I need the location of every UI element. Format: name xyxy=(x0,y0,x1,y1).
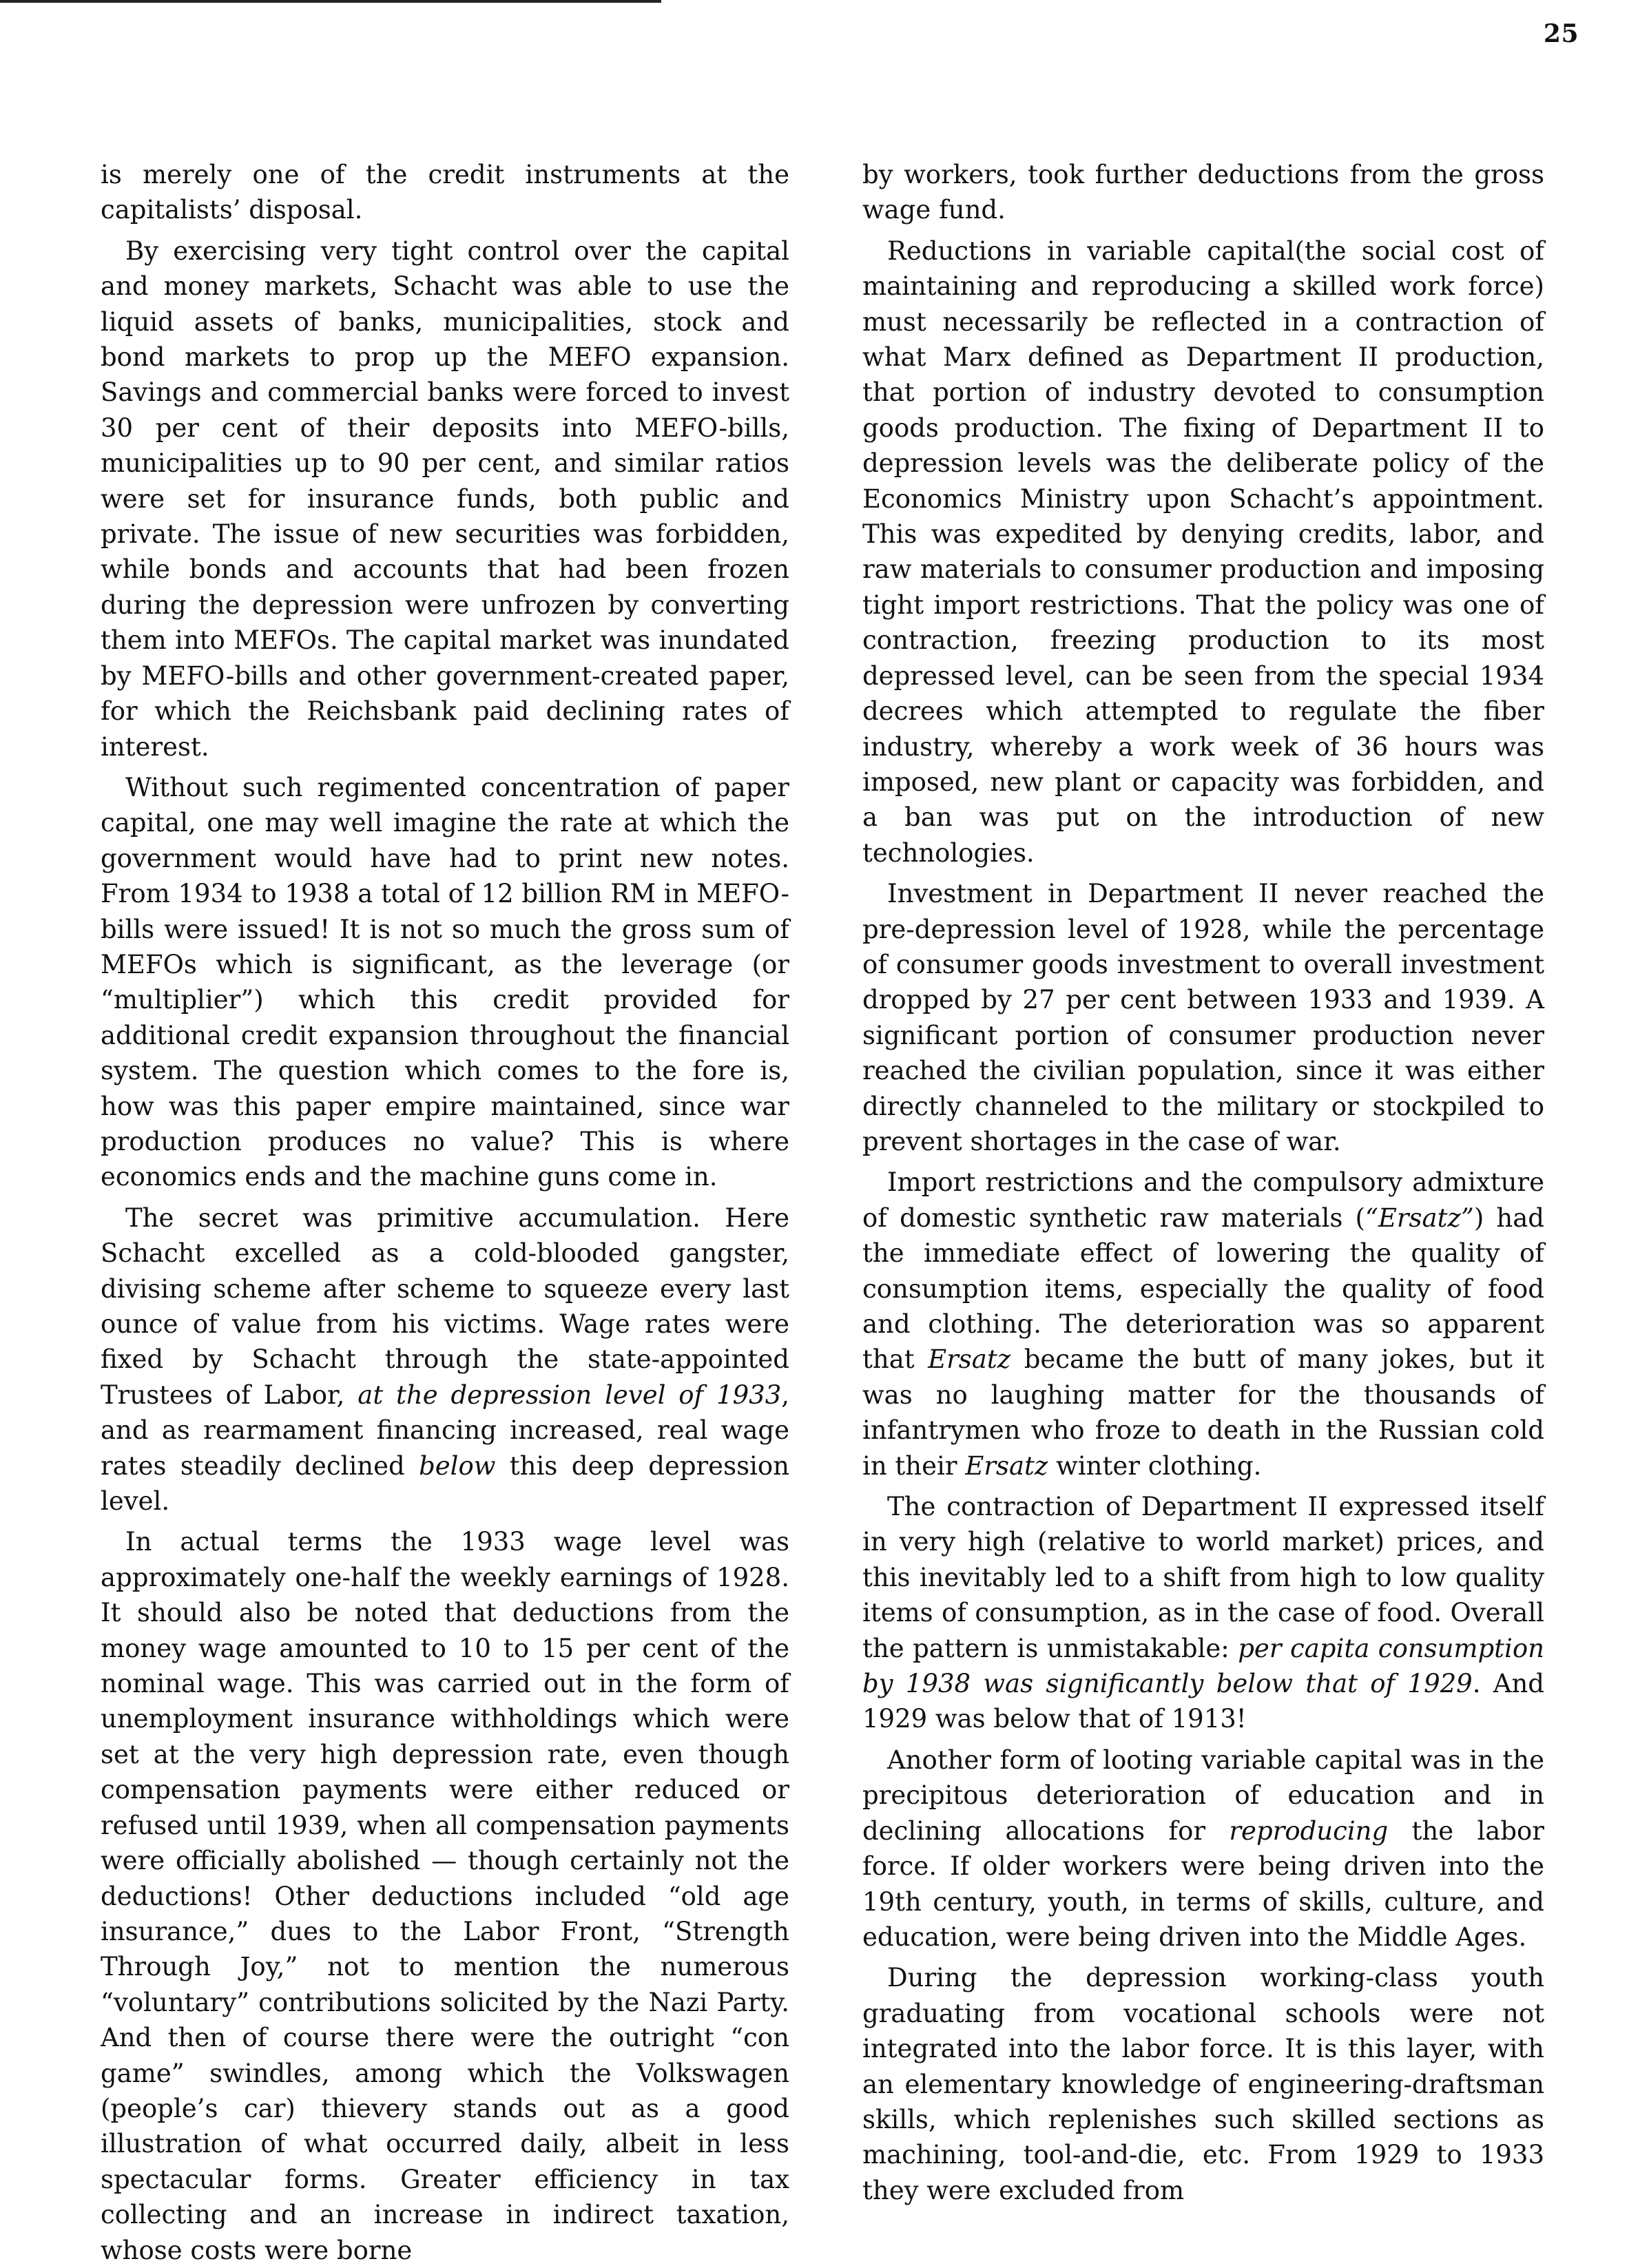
italic-text-run: “Ersatz” xyxy=(1365,1203,1474,1233)
text-run: the labor force. If older workers were being driven into the 19th century, youth, in terms of skills, culture, and education, were being driven into the Middle Ages. xyxy=(862,1816,1544,1952)
text-run: , and as rearmament financing increased, real wage rates steadily declined xyxy=(101,1380,789,1481)
text-column-right xyxy=(862,157,1544,2208)
text-run: Investment in Department II never reached the pre-depression level of 1928, while the percentage of consumer goods investment to overall investment dropped by 27 per cent between 1933 and 1939. A significant portion of consumer production never reached the civilian population, since it was either directly channeled to the military or stockpiled to prevent shortages in the case of war. xyxy=(862,879,1544,1156)
text-run: winter clothing. xyxy=(1048,1450,1262,1481)
text-run: by workers, took further deductions from the gross wage fund. xyxy=(862,160,1544,225)
top-edge-rule xyxy=(0,0,661,3)
paragraph xyxy=(101,1524,789,2268)
paragraph xyxy=(101,770,789,1195)
paragraph xyxy=(862,157,1544,228)
italic-text-run: below xyxy=(419,1450,496,1481)
paragraph xyxy=(862,1742,1544,1955)
paragraph xyxy=(862,1165,1544,1484)
italic-text-run: at the depression level of 1933 xyxy=(357,1380,782,1410)
text-run: this deep depression level. xyxy=(101,1450,789,1517)
text-run: . And 1929 was below that of 1913! xyxy=(862,1669,1544,1734)
paragraph xyxy=(101,1200,789,1519)
page-number: 25 xyxy=(1543,19,1579,48)
text-run: Import restrictions and the compulsory admixture of domestic synthetic raw materials ( xyxy=(862,1167,1544,1233)
italic-text-run: reproducing xyxy=(1229,1816,1389,1846)
text-run: Reductions in variable capital(the social cost of maintaining and reproducing a skilled work force) must necessarily be reflected in a contraction of what Marx defined as Department II production, that portion of industry devoted to consumption goods production. The fixing of Department II to depression levels was the deliberate policy of the Economics Ministry upon Schacht’s appointment. This was expedited by denying credits, labor, and raw materials to consumer production and imposing tight import restrictions. That the policy was one of contraction, freezing production to its most depressed level, can be seen from the special 1934 decrees which attempted to regulate the fiber industry, whereby a work week of 36 hours was imposed, new plant or capacity was forbidden, and a ban was put on the introduction of new technologies. xyxy=(862,236,1544,868)
text-column-left xyxy=(101,157,789,2268)
text-run: The contraction of Department II expressed itself in very high (relative to world market) prices, and this inevitably led to a shift from high to low quality items of consumption, as in the case of food. Overall the pattern is unmistakable: xyxy=(862,1492,1544,1663)
text-run: is merely one of the credit instruments at the capitalists’ disposal. xyxy=(101,160,789,225)
paragraph xyxy=(862,876,1544,1159)
text-run: During the depression working-class youth graduating from vocational schools were not integrated into the labor force. It is this layer, with an elementary knowledge of engineering-draftsman skills, which replenishes such skilled sections as machining, tool-and-die, etc. From 1929 to 1933 they were excluded from xyxy=(862,1963,1544,2205)
text-run: By exercising very tight control over the capital and money markets, Schacht was able to use the liquid assets of banks, municipalities, stock and bond markets to prop up the MEFO expansion. Savings and commercial banks were forced to invest 30 per cent of their deposits into MEFO-bills, municipalities up to 90 per cent, and similar ratios were set for insurance funds, both public and private. The issue of new securities was forbidden, while bonds and accounts that had been frozen during the depression were unfrozen by converting them into MEFOs. The capital market was inundated by MEFO-bills and other government-created paper, for which the Reichsbank paid declining rates of interest. xyxy=(101,236,789,762)
text-run: In actual terms the 1933 wage level was approximately one-half the weekly earnings of 1928. It should also be noted that deductions from the money wage amounted to 10 to 15 per cent of the nominal wage. This was carried out in the form of unemployment insurance withholdings which were set at the very high depression rate, even though compensation payments were either reduced or refused until 1939, when all compensation payments were officially abolished — though certainly not the deductions! Other deductions included “old age insurance,” dues to the Labor Front, “Strength Through Joy,” not to mention the numerous “voluntary” contributions solicited by the Nazi Party. And then of course there were the outright “con game” swindles, among which the Volkswagen (people’s car) thievery stands out as a good illustration of what occurred daily, albeit in less spectacular forms. Greater efficiency in tax collecting and an increase in indirect taxation, whose costs were borne xyxy=(101,1527,789,2265)
text-run: The secret was primitive accumulation. Here Schacht excelled as a cold-blooded gangster, divising scheme after scheme to squeeze every last ounce of value from his victims. Wage rates were fixed by Schacht through the state-appointed Trustees of Labor, xyxy=(101,1203,789,1410)
italic-text-run: per capita consumption by 1938 was significantly below that of 1929 xyxy=(862,1633,1544,1699)
paragraph xyxy=(101,233,789,764)
text-run: ) had the immediate effect of lowering the quality of consumption items, especially the quality of food and clothing. The deterioration was so apparent that xyxy=(862,1203,1544,1375)
text-run: Without such regimented concentration of paper capital, one may well imagine the rate at which the government would have had to print new notes. From 1934 to 1938 a total of 12 billion RM in MEFO-bills were issued! It is not so much the gross sum of MEFOs which is significant, as the leverage (or “multiplier”) which this credit provided for additional credit expansion throughout the financial system. The question which comes to the fore is, how was this paper empire maintained, since war production produces no value? This is where economics ends and the machine guns come in. xyxy=(101,772,789,1192)
paragraph xyxy=(862,233,1544,871)
text-run: became the butt of many jokes, but it was no laughing matter for the thousands of infantrymen who froze to death in the Russian cold in their xyxy=(862,1344,1544,1481)
italic-text-run: Ersatz xyxy=(965,1450,1048,1481)
italic-text-run: Ersatz xyxy=(928,1344,1011,1375)
text-run: Another form of looting variable capital was in the precipitous deterioration of education and in declining allocations for xyxy=(862,1745,1544,1846)
paragraph xyxy=(862,1960,1544,2208)
paragraph xyxy=(862,1489,1544,1737)
paragraph xyxy=(101,157,789,228)
